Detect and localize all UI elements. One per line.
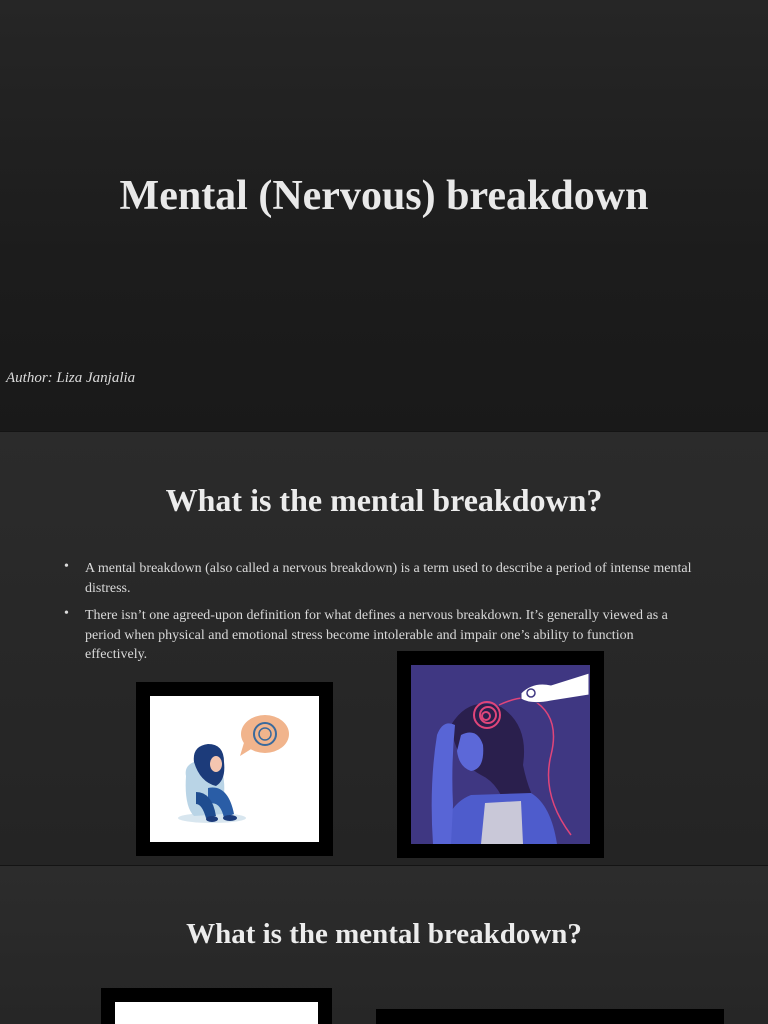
slide-heading: What is the mental breakdown?	[165, 482, 603, 518]
tangled-mind-illustration	[397, 651, 604, 858]
bullet-item: • There isn’t one agreed-upon definition for what defines a nervous breakdown. It’s generally viewed as a period when physical and emotional stress become intolerable and impair one’s ability to function effectively.	[64, 606, 694, 665]
slide-title: Mental (Nervous) breakdown	[119, 173, 649, 219]
sad-girl-icon	[150, 696, 319, 842]
content-slide-2	[0, 866, 768, 1024]
slide-image-right	[376, 1009, 724, 1024]
figure-icon	[115, 1002, 318, 1024]
slide-image-left	[101, 988, 332, 1024]
content-slide-1	[0, 432, 768, 866]
bullet-item: • A mental breakdown (also called a nervous breakdown) is a term used to describe a period of intense mental distress.	[64, 559, 694, 598]
title-slide	[0, 0, 768, 432]
sad-girl-illustration	[136, 682, 333, 856]
author-label: Author: Liza Janjalia	[6, 370, 136, 386]
slide-heading: What is the mental breakdown?	[186, 918, 582, 950]
tangled-mind-icon	[411, 665, 590, 844]
